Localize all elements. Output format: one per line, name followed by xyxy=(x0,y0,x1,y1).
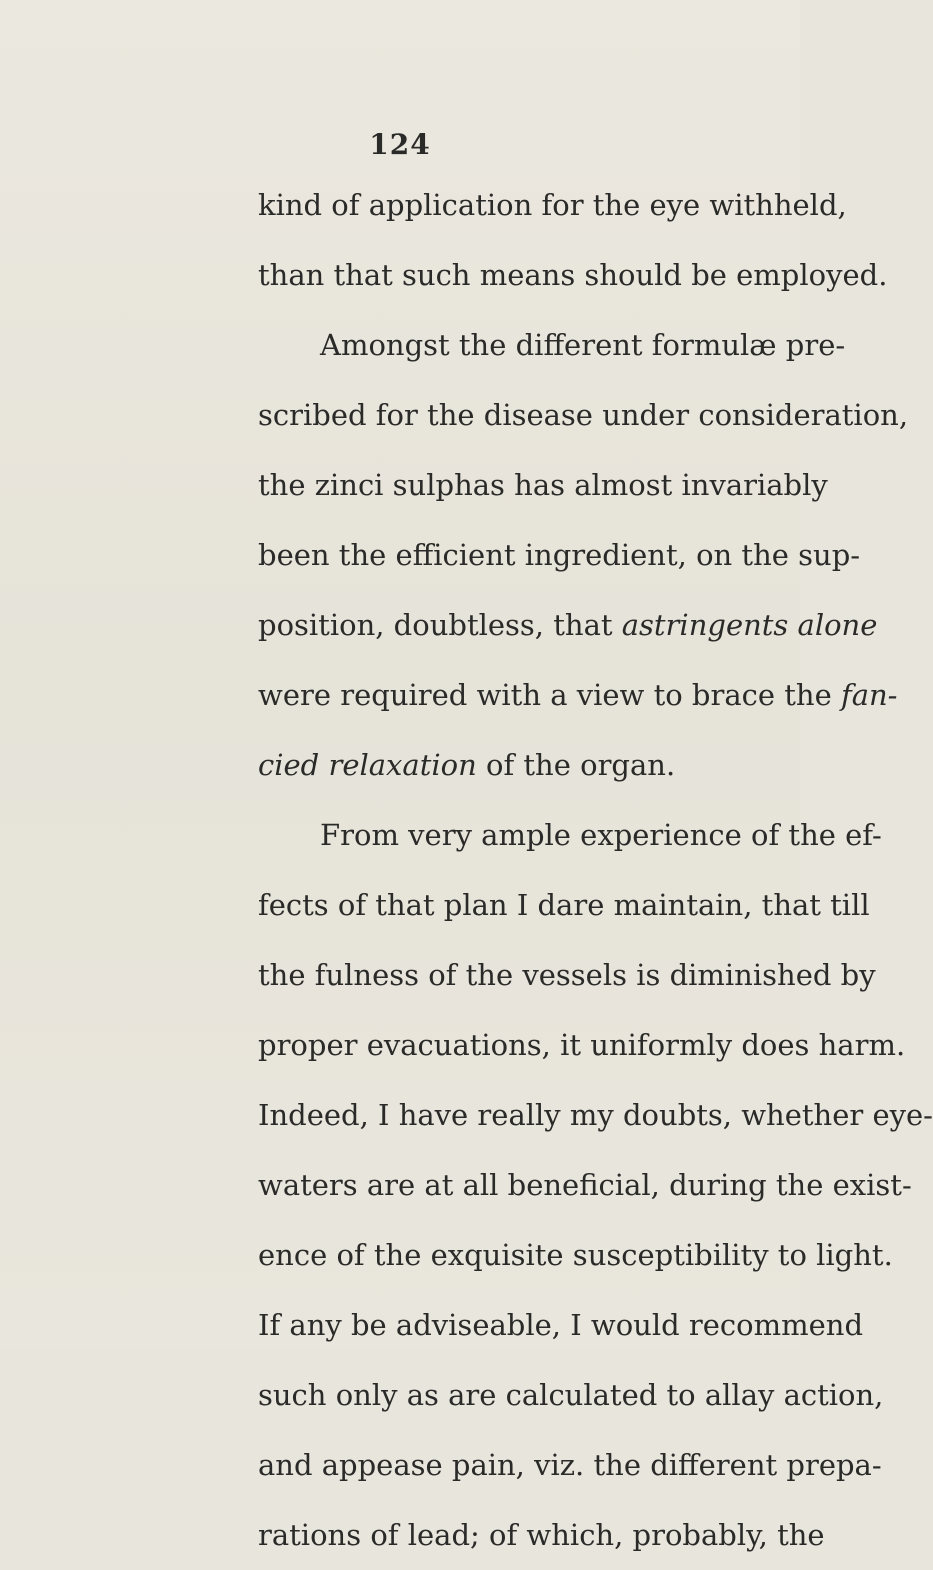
text-line-8-italic: fan- xyxy=(840,678,898,712)
text-line-9-roman: of the organ. xyxy=(485,748,676,782)
text-line-4: scribed for the disease under consideration, xyxy=(258,398,909,432)
text-line-14: Indeed, I have really my doubts, whether eye- xyxy=(258,1098,933,1132)
text-line-11: fects of that plan I dare maintain, that till xyxy=(258,888,870,922)
text-line-7-italic: astringents alone xyxy=(621,608,878,642)
text-line-17: If any be adviseable, I would recommend xyxy=(258,1308,864,1342)
text-line-5: the zinci sulphas has almost invariably xyxy=(258,468,828,502)
text-line-3: Amongst the different formulæ pre- xyxy=(320,328,846,362)
text-line-9-italic: cied relaxation xyxy=(258,748,477,782)
text-line-8 xyxy=(258,660,898,730)
text-line-20: rations of lead; of which, probably, the xyxy=(258,1518,825,1552)
text-line-6: been the efficient ingredient, on the sup- xyxy=(258,538,861,572)
text-line-10: From very ample experience of the ef- xyxy=(320,818,882,852)
text-line-1: kind of application for the eye withheld, xyxy=(258,188,847,222)
text-line-13: proper evacuations, it uniformly does harm. xyxy=(258,1028,906,1062)
text-line-2: than that such means should be employed. xyxy=(258,258,888,292)
text-line-19: and appease pain, viz. the different prepa- xyxy=(258,1448,882,1482)
text-line-12: the fulness of the vessels is diminished by xyxy=(258,958,876,992)
text-line-16: ence of the exquisite susceptibility to light. xyxy=(258,1238,893,1272)
page-number: 124 xyxy=(369,128,431,161)
text-line-18: such only as are calculated to allay action, xyxy=(258,1378,884,1412)
text-line-15: waters are at all beneficial, during the exist- xyxy=(258,1168,912,1202)
text-line-9 xyxy=(258,730,744,800)
text-line-8-roman: were required with a view to brace the xyxy=(258,678,832,712)
text-line-7 xyxy=(258,590,878,660)
text-line-7-roman: position, doubtless, that xyxy=(258,608,613,642)
